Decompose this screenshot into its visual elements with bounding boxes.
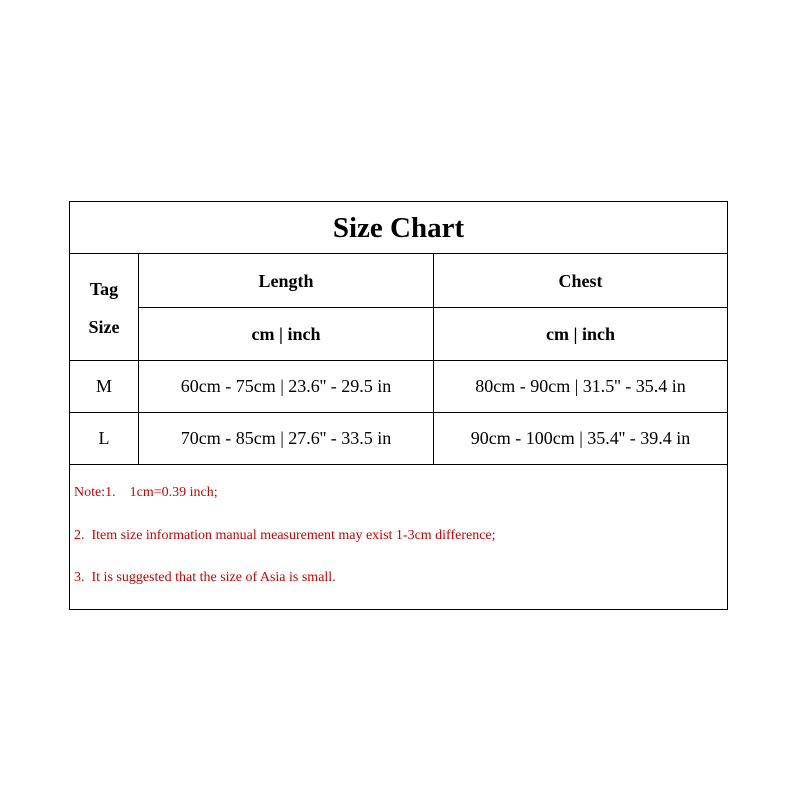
tag-header-line1: Tag xyxy=(89,278,119,299)
length-unit-header: cm | inch xyxy=(251,323,321,344)
length-header: Length xyxy=(258,270,314,291)
row-size-m: M xyxy=(95,376,112,396)
chest-header: Chest xyxy=(558,270,603,291)
note-3: 3. It is suggested that the size of Asia is small. xyxy=(74,570,336,585)
size-chart-table xyxy=(69,201,728,610)
note-2: 2. Item size information manual measurement may exist 1-3cm difference; xyxy=(74,528,496,543)
chest-unit-header: cm | inch xyxy=(546,323,615,344)
divider xyxy=(70,464,727,465)
row-m-chest: 80cm - 90cm | 31.5'' - 35.4 in xyxy=(475,376,686,396)
chart-title: Size Chart xyxy=(70,202,727,254)
tag-header-line2: Size xyxy=(88,316,120,337)
row-l-chest: 90cm - 100cm | 35.4'' - 39.4 in xyxy=(470,428,691,448)
row-l-length: 70cm - 85cm | 27.6'' - 33.5 in xyxy=(180,428,392,448)
tag-size-header xyxy=(70,255,138,360)
note-1: Note:1. 1cm=0.39 inch; xyxy=(74,485,218,500)
row-size-l: L xyxy=(98,428,110,448)
row-m-length: 60cm - 75cm | 23.6'' - 29.5 in xyxy=(180,376,392,396)
